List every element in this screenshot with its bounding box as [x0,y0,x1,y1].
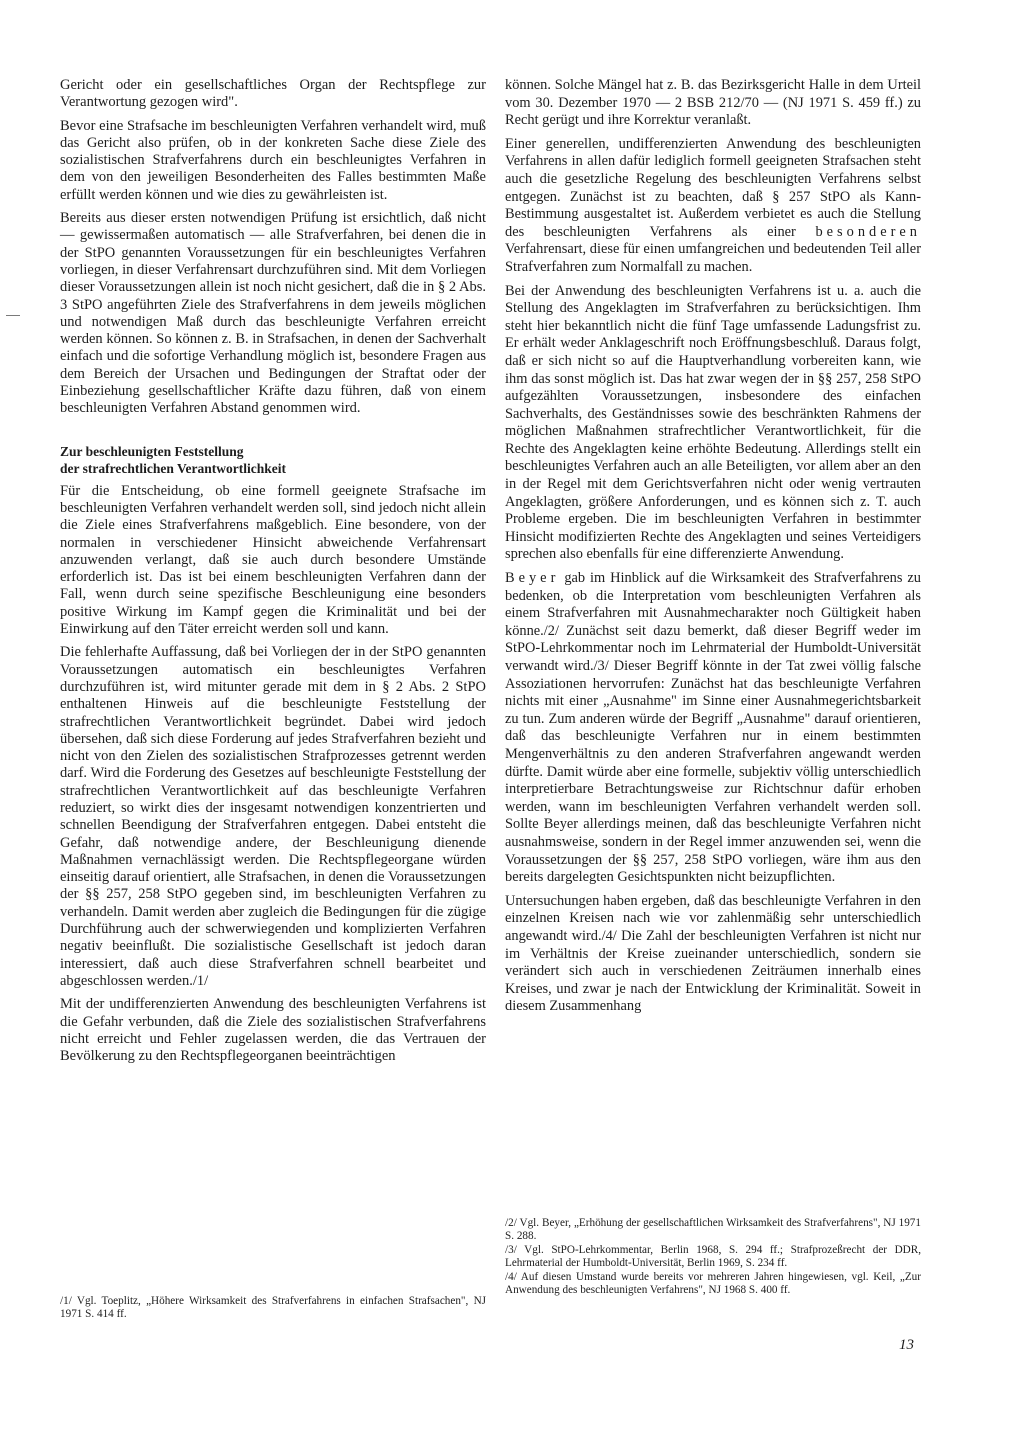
section-heading-line: Zur beschleunigten Feststellung [60,443,244,459]
footnote: /3/ Vgl. StPO-Lehrkommentar, Berlin 1968, S. 294 ff.; Strafprozeßrecht der DDR, Lehrmaterial der Humboldt-Universität, Berlin 1969, S. 234 ff. [505,1244,921,1269]
paragraph: Gericht oder ein gesellschaftliches Organ der Rechtspflege zur Verantwortung gezogen wird". [60,77,486,111]
margin-pencil-mark [6,315,20,316]
paragraph: Mit der undifferenzierten Anwendung des beschleunigten Verfahrens ist die Gefahr verbunden, daß die Ziele des sozialistischen Strafverfahrens nicht erreicht und Fehler zugelassen werden, die das Vertrauen der Bevölkerung zu den Rechtspflegeorganen beeinträchtigen [60,996,486,1065]
emphasized-word: besonderen [815,223,921,240]
section-heading [60,443,486,477]
paragraph: Für die Entscheidung, ob eine formell geeignete Strafsache im beschleunigten Verfahren verhandelt werden soll, sind jedoch nicht allein die Ziele eines Strafverfahrens maßgeblich. Eine besondere, von der normalen in verschiedener Hinsicht abweichende Verfahrensart anzuwenden verlangt, daß sie auch durch besondere Umstände erforderlich ist. Das ist bei einem beschleunigten Verfahren dann der Fall, wenn durch seine spezifische Beschleunigung eine besonders positive Wirkung im Kampf gegen die Kriminalität und bei der Einwirkung auf den Täter erreicht werden soll und kann. [60,482,486,638]
section-heading-line: der strafrechtlichen Verantwortlichkeit [60,460,286,476]
paragraph-text: Einer generellen, undifferenzierten Anwendung des beschleunigten Verfahrens in allen dafür lediglich formell geeigneten Strafsachen steht auch die gesetzliche Regelung des beschleunigten Verfahrens selbst entgegen. Zunächst ist zu beachten, daß § 257 StPO als Kann-Bestimmung ausgestaltet ist. Außerdem verbietet es auch die Stellung des beschleunigten Verfahrens als einer [505,135,921,240]
left-footnotes [60,1295,486,1323]
paragraph: Untersuchungen haben ergeben, daß das beschleunigte Verfahren in den einzelnen Kreisen nach wie vor zahlenmäßig sehr unterschiedlich angewandt wird./4/ Die Zahl der beschleunigten Verfahren ist nicht nur im Verhältnis der Kreise zueinander unterschiedlich, sondern sie verändert sich auch in verschiedenen Zeiträumen innerhalb eines Kreises, und zwar je nach der Entwicklung der Kriminalität. Soweit in diesem Zusammenhang [505,892,921,1015]
paragraph [505,136,921,277]
paragraph: Die fehlerhafte Auffassung, daß bei Vorliegen der in der StPO genannten Voraussetzungen automatisch ein beschleunigtes Verfahren durchzuführen ist, wird mitunter gerade mit dem in § 2 Abs. 2 StPO enthaltenen Hinweis auf die beschleunigte Feststellung der strafrechtlichen Verantwortlichkeit begründet. Dabei wird jedoch übersehen, daß sich diese Forderung auf jedes Strafverfahren bezieht und nicht von den Zielen des sozialistischen Strafprozesses getrennt werden darf. Wird die Forderung des Gesetzes auf beschleunigte Feststellung der strafrechtlichen Verantwortlichkeit auf das beschleunigte Verfahren reduziert, so wirkt dies der insgesamt notwendigen konzentrierten und schnellen Beendigung der Strafverfahren entgegen. Dabei entsteht die Gefahr, daß notwendige andere, der Beschleunigung dienende Maßnahmen vernachlässigt werden. Die Rechtspflegeorgane würden einseitig darauf orientiert, alle Strafsachen, in denen die Voraussetzungen der §§ 257, 258 StPO gegeben sind, im beschleunigten Verfahren zu verhandeln. Damit werden aber zugleich die Bedingungen für die zügige Durchführung auch der schwerwiegenden und komplizierten Verfahren negativ beeinflußt. Die sozialistische Gesellschaft ist jedoch daran interessiert, daß auch diese Strafverfahren schnell bearbeitet und abgeschlossen werden./1/ [60,644,486,989]
left-column [60,77,486,1069]
paragraph [505,570,921,887]
paragraph-text: gab im Hinblick auf die Wirksamkeit des Strafverfahrens zu bedenken, ob die Interpretation vom beschleunigten Verfahren als einem Strafverfahren mit Ausnahmecharakter noch Gültigkeit haben könne./2/ Zunächst seit dazu bemerkt, daß dieser Begriff weder im StPO-Lehrkommentar noch im Lehrmaterial der Humboldt-Universität verwandt wird./3/ Dieser Begriff könnte in der Tat zwei völlig falsche Assoziationen hervorrufen: Zunächst hat das beschleunigte Verfahren nichts mit einer „Ausnahme" im Sinne einer Ausnahmegerichtsbarkeit zu tun. Zum anderen würde der Begriff „Ausnahme" darauf orientieren, daß das beschleunigte Verfahren nur in einem bestimmten Mengenverhältnis zu den anderen Strafverfahren angewandt werden dürfte. Damit würde aber eine formelle, subjektiv völlig unterschiedlich interpretierbare Betrachtungsweise zur Richtschnur dafür erhoben werden, wann im beschleunigten Verfahren verhandelt werden soll. Sollte Beyer allerdings meinen, daß das beschleunigte Verfahren nicht ausnahmsweise, sondern in der Regel immer anzuwenden sei, wenn die Voraussetzungen der §§ 257, 258 StPO vorliegen, wäre ihm aus den bereits dargelegten Gesichtspunkten nicht beizupflichten. [505,570,921,886]
paragraph: Bevor eine Strafsache im beschleunigten Verfahren verhandelt wird, muß das Gericht also prüfen, ob in der konkreten Sache diese Ziele des sozialistischen Strafverfahrens durch ein beschleunigtes Verfahren in dem von den jeweiligen Besonderheiten des Falles bestimmten Maße erfüllt werden können und wie dies zu gewährleisten ist. [60,117,486,203]
footnote: /2/ Vgl. Beyer, „Erhöhung der gesellschaftlichen Wirksamkeit des Strafverfahrens", NJ 1971 S. 288. [505,1217,921,1242]
right-footnotes [505,1217,921,1298]
paragraph: können. Solche Mängel hat z. B. das Bezirksgericht Halle in dem Urteil vom 30. Dezember 1970 — 2 BSB 212/70 — (NJ 1971 S. 459 ff.) zu Recht gerügt und ihre Korrektur veranlaßt. [505,77,921,129]
page-number: 13 [899,1337,914,1353]
paragraph: Bei der Anwendung des beschleunigten Verfahrens ist u. a. auch die Stellung des Angeklagten im Strafverfahren zu berücksichtigen. Ihm steht hier bekanntlich nicht die fünf Tage umfassende Ladungsfrist zu. Er erhält weder Anklageschrift noch Eröffnungsbeschluß. Daraus folgt, daß er sich nicht so auf die Hauptverhandlung vorbereiten kann, wie ihm das sonst möglich ist. Das hat zwar wegen der in §§ 257, 258 StPO aufgezählten Voraussetzungen, insbesondere des einfachen Sachverhalts, des Geständnisses sowie des beschränkten Rahmens der möglichen Maßnahmen strafrechtlicher Verantwortlichkeit, für die Rechte des Angeklagten keine erhöhte Bedeutung. Allerdings stellt ein beschleunigtes Verfahren auch an alle Beteiligten, vor allem aber an den in der Regel mit dem Gerichtsverfahren nicht oder wenig vertrauten Angeklagten, größere Anforderungen, und es können sich z. T. auch Probleme ergeben. Die im beschleunigten Verfahren in bestimmter Hinsicht modifizierten Rechte des Angeklagten und seines Verteidigers sprechen also ebenfalls für eine differenzierte Anwendung. [505,282,921,563]
emphasized-name: Beyer [505,570,560,587]
footnote: /4/ Auf diesen Umstand wurde bereits vor mehreren Jahren hingewiesen, vgl. Keil, „Zur Anwendung des beschleunigten Verfahrens", NJ 1968 S. 400 ff. [505,1271,921,1296]
footnote: /1/ Vgl. Toeplitz, „Höhere Wirksamkeit des Strafverfahrens in einfachen Strafsachen", NJ 1971 S. 414 ff. [60,1295,486,1320]
right-column [505,77,921,1020]
paragraph: Bereits aus dieser ersten notwendigen Prüfung ist ersichtlich, daß nicht — gewissermaßen automatisch — alle Strafverfahren, bei denen die in der StPO genannten Voraussetzungen für ein beschleunigtes Verfahren vorliegen, in dieser Verfahrensart durchzuführen sind. Mit dem Vorliegen dieser Voraussetzungen allein ist noch nicht gesichert, daß die in § 2 Abs. 3 StPO angeführten Ziele des Strafverfahrens in dem jeweils möglichen und notwendigen Maß durch das beschleunigte Verfahren erreicht werden können. So können z. B. in Strafsachen, in denen der Sachverhalt einfach und die sofortige Verhandlung möglich ist, besondere Fragen aus dem Bereich der Ursachen und Bedingungen der Straftat oder der Einbeziehung gesellschaftlicher Kräfte dazu führen, daß von einem beschleunigten Verfahren Abstand genommen wird. [60,210,486,417]
paragraph-text: Verfahrensart, diese für einen umfangreichen und bedeutenden Teil aller Strafverfahren zum Normalfall zu machen. [505,241,921,275]
